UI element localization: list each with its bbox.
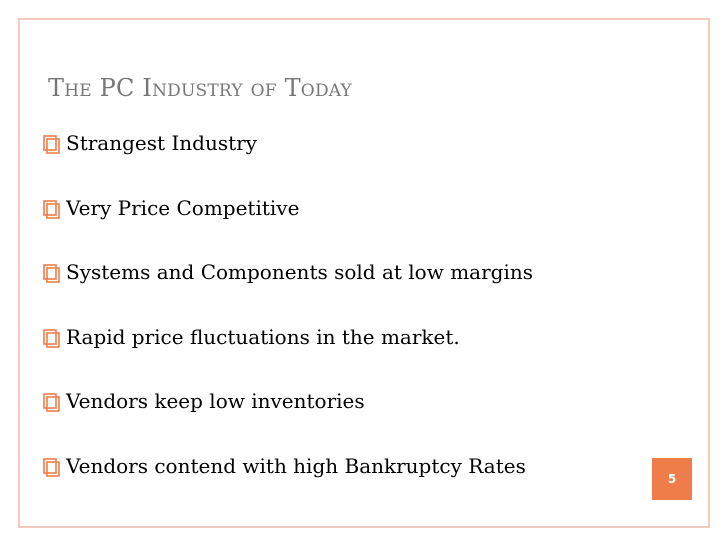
bullet-item [42, 257, 642, 322]
bullet-text: Systems and Components sold at low margins [66, 260, 533, 284]
bullet-item [42, 128, 642, 193]
open-square-bullet-icon [42, 390, 61, 412]
open-square-bullet-icon [42, 197, 61, 219]
open-square-bullet-icon [42, 326, 61, 348]
bullet-text: Rapid price fluctuations in the market. [66, 324, 460, 349]
bullet-item [42, 193, 642, 258]
open-square-bullet-icon [42, 132, 61, 154]
page-number-badge: 5 [652, 458, 692, 500]
slide-title: The PC Industry of Today [48, 74, 352, 102]
bullet-text: Very Price Competitive [66, 195, 300, 220]
open-square-bullet-icon [42, 261, 61, 283]
bullet-text: Strangest Industry [66, 131, 258, 155]
bullet-item [42, 386, 642, 451]
bullet-list [42, 128, 642, 515]
open-square-bullet-icon [42, 455, 61, 477]
bullet-text: Vendors keep low inventories [66, 389, 365, 413]
bullet-item [42, 451, 642, 516]
bullet-text: Vendors contend with high Bankruptcy Rates [66, 453, 526, 478]
bullet-item [42, 322, 642, 387]
